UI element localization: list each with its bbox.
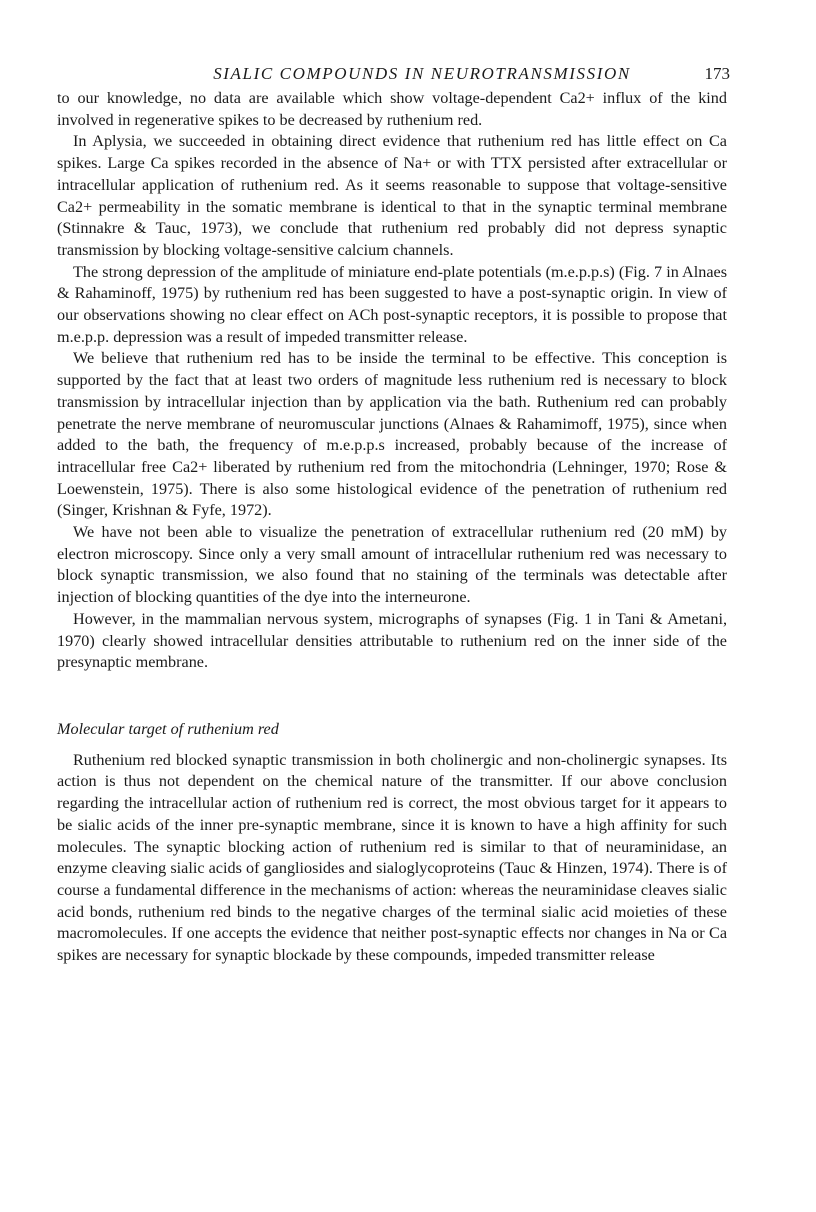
running-head [57,64,730,88]
paragraph-inside-terminal: We believe that ruthenium red has to be inside the terminal to be effective. This conception is supported by the fact that at least two orders of magnitude less ruthenium red is necessary to block transmission by intracellular injection than by application via the bath. Ruthenium red can probably penetrate the nerve membrane of neuromuscular junctions (Alnaes & Rahamimoff, 1975), since when added to the bath, the frequency of m.e.p.p.s increased, probably because of the increase of intracellular free Ca2+ liberated by ruthenium red from the mitochondria (Lehninger, 1970; Rose & Loewenstein, 1975). There is also some histological evidence of the penetration of ruthenium red (Singer, Krishnan & Fyfe, 1972). [57,349,727,520]
journal-page [57,64,730,967]
running-head-title: SIALIC COMPOUNDS IN NEUROTRANSMISSION [213,64,631,83]
paragraph-electron-microscopy: We have not been able to visualize the penetration of extracellular ruthenium red (20 mM) by electron microscopy. Since only a very small amount of intracellular ruthenium red was necessary to block synaptic transmission, we also found that no staining of the terminals was detectable after injection of blocking quantities of the dye into the interneurone. [57,523,727,607]
paragraph-aplysia-ca-spikes: In Aplysia, we succeeded in obtaining direct evidence that ruthenium red has little effect on Ca spikes. Large Ca spikes recorded in the absence of Na+ or with TTX persisted after extracellular or intracellular application of ruthenium red. As it seems reasonable to suppose that voltage-sensitive Ca2+ permeability in the somatic membrane is identical to that in the synaptic terminal membrane (Stinnakre & Tauc, 1973), we conclude that ruthenium red probably did not depress synaptic transmission by blocking voltage-sensitive calcium channels. [57,132,727,259]
paragraph-mepp-depression: The strong depression of the amplitude of miniature end-plate potentials (m.e.p.p.s) (Fig. 7 in Alnaes & Rahaminoff, 1975) by ruthenium red has been suggested to have a post-synaptic origin. In view of our observations showing no clear effect on ACh post-synaptic receptors, it is possible to propose that m.e.p.p. depression was a result of impeded transmitter release. [57,262,727,346]
page-number: 173 [704,64,730,83]
paragraph-mammalian-synapses: However, in the mammalian nervous system, micrographs of synapses (Fig. 1 in Tani & Ametani, 1970) clearly showed intracellular densities attributable to ruthenium red on the inner side of the presynaptic membrane. [57,609,727,672]
paragraph-molecular-target: Ruthenium red blocked synaptic transmission in both cholinergic and non-cholinergic synapses. Its action is thus not dependent on the chemical nature of the transmitter. If our above conclusion regarding the intracellular action of ruthenium red is correct, the most obvious target for it appears to be sialic acids of the inner pre-synaptic membrane, since it is known to have a high affinity for such molecules. The synaptic blocking action of ruthenium red is similar to that of neuraminidase, an enzyme cleaving sialic acids of gangliosides and sialoglycoproteins (Tauc & Hinzen, 1974). There is of course a fundamental difference in the mechanisms of action: whereas the neuraminidase cleaves sialic acid bonds, ruthenium red binds to the negative charges of the terminal sialic acid moieties of these macromolecules. If one accepts the evidence that neither post-synaptic effects nor changes in Na or Ca spikes are necessary for synaptic blockade by these compounds, impeded transmitter release [57,750,727,965]
paragraph-continuation: to our knowledge, no data are available which show voltage-dependent Ca2+ influx of the kind involved in regenerative spikes to be decreased by ruthenium red. [57,89,727,129]
section-heading: Molecular target of ruthenium red [57,719,279,738]
